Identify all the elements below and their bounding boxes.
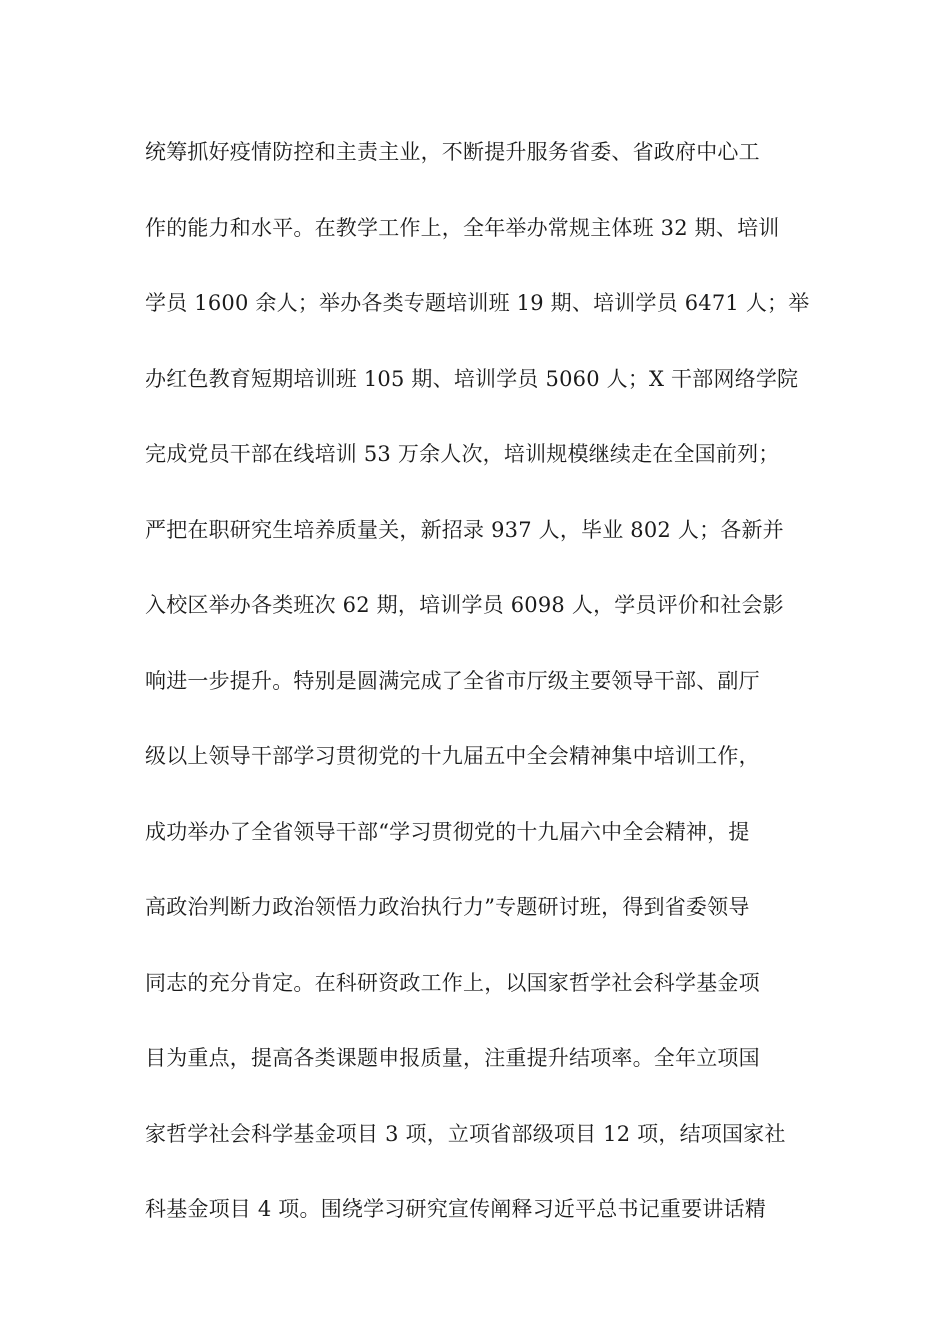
text-line: 统筹抓好疫情防控和主责主业，不断提升服务省委、省政府中心工 (145, 140, 760, 164)
text-line: 目为重点，提高各类课题申报质量，注重提升结项率。全年立项国 (145, 1046, 760, 1070)
text-line: 办红色教育短期培训班 105 期、培训学员 5060 人；X 干部网络学院 (145, 366, 799, 391)
text-line: 同志的充分肯定。在科研资政工作上，以国家哲学社会科学基金项 (145, 970, 760, 995)
text-line: 入校区举办各类班次 62 期，培训学员 6098 人，学员评价和社会影 (145, 593, 784, 617)
body-text (145, 130, 810, 1263)
text-line: 级以上领导干部学习贯彻党的十九届五中全会精神集中培训工作， (145, 744, 760, 768)
text-line: 成功举办了全省领导干部“学习贯彻党的十九届六中全会精神，提 (145, 819, 750, 844)
text-line: 作的能力和水平。在教学工作上，全年举办常规主体班 32 期、培训 (145, 215, 780, 240)
text-line: 学员 1600 余人；举办各类专题培训班 19 期、培训学员 6471 人；举 (145, 291, 810, 315)
text-line: 高政治判断力政治领悟力政治执行力”专题研讨班，得到省委领导 (145, 895, 750, 919)
text-line: 完成党员干部在线培训 53 万余人次，培训规模继续走在全国前列； (145, 442, 780, 466)
text-line: 科基金项目 4 项。围绕学习研究宣传阐释习近平总书记重要讲话精 (145, 1197, 766, 1221)
text-line: 严把在职研究生培养质量关，新招录 937 人，毕业 802 人；各新并 (145, 517, 784, 542)
text-line: 响进一步提升。特别是圆满完成了全省市厅级主要领导干部、副厅 (145, 668, 760, 693)
text-line: 家哲学社会科学基金项目 3 项，立项省部级项目 12 项，结项国家社 (145, 1121, 786, 1146)
